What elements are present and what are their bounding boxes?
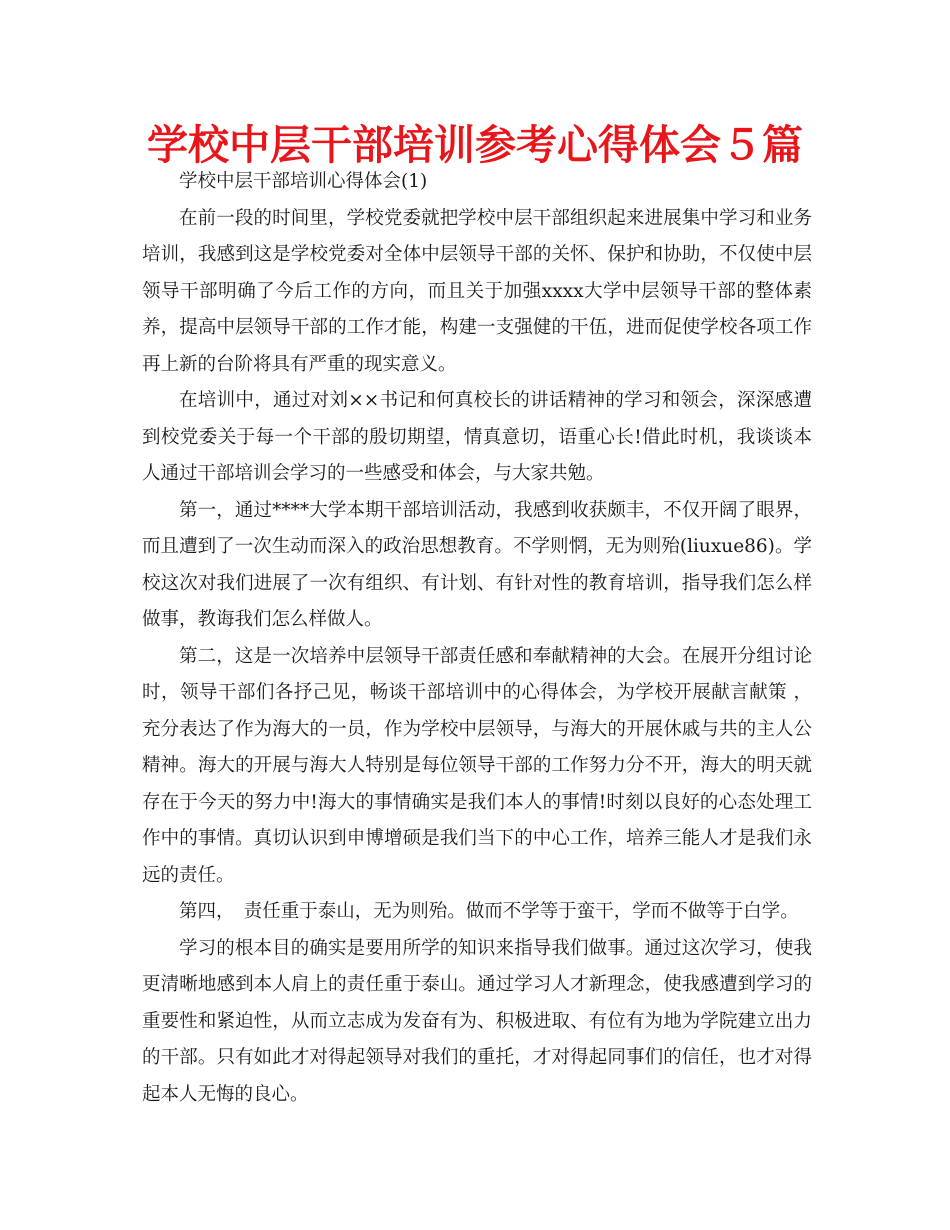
document-body <box>142 164 812 1113</box>
document-title: 学校中层干部培训参考心得体会５篇 <box>147 121 803 169</box>
paragraph-5: 第四， 责任重于泰山，无为则殆。做而不学等于蛮干，学而不做等于白学。 <box>179 901 799 922</box>
paragraph-1: 在前一段的时间里，学校党委就把学校中层干部组织起来进展集中学习和业务培训，我感到这是学校党委对全体中层领导干部的关怀、保护和协助，不仅使中层领导干部明确了今后工作的方向，而且关于加强xxxx大学中层领导干部的整体素养，提高中层领导干部的工作才能，构建一支强健的干伍，进而促使学校各项工作再上新的台阶将具有严重的现实意义。 <box>142 207 812 375</box>
paragraph-3: 第一，通过****大学本期干部培训活动，我感到收获颇丰，不仅开阔了眼界，而且遭到了一次生动而深入的政治思想教育。不学则惘，无为则殆(liuxue86)。学校这次对我们进展了一次有组织、有计划、有针对性的教育培训，指导我们怎么样做事，教诲我们怎么样做人。 <box>142 499 812 630</box>
paragraph-2: 在培训中，通过对刘××书记和何真校长的讲话精神的学习和领会，深深感遭到校党委关于每一个干部的殷切期望，情真意切，语重心长!借此时机，我谈谈本人通过干部培训会学习的一些感受和体会，与大家共勉。 <box>142 390 812 484</box>
section-heading: 学校中层干部培训心得体会(1) <box>179 171 428 192</box>
paragraph-6: 学习的根本目的确实是要用所学的知识来指导我们做事。通过这次学习，使我更清晰地感到本人肩上的责任重于泰山。通过学习人才新理念，使我感遭到学习的重要性和紧迫性，从而立志成为发奋有为、积极进取、有位有为地为学院建立出力的干部。只有如此才对得起领导对我们的重托，才对得起同事们的信任，也才对得起本人无悔的良心。 <box>142 937 812 1105</box>
paragraph-4: 第二，这是一次培养中层领导干部责任感和奉献精神的大会。在展开分组讨论时，领导干部们各抒己见，畅谈干部培训中的心得体会，为学校开展献言献策 ，充分表达了作为海大的一员，作为学校中层领导，与海大的开展休戚与共的主人公精神。海大的开展与海大人特别是每位领导干部的工作努力分不开，海大的明天就存在于今天的努力中!海大的事情确实是我们本人的事情!时刻以良好的心态处理工作中的事情。真切认识到申博增硕是我们当下的中心工作，培养三能人才是我们永远的责任。 <box>142 645 812 886</box>
